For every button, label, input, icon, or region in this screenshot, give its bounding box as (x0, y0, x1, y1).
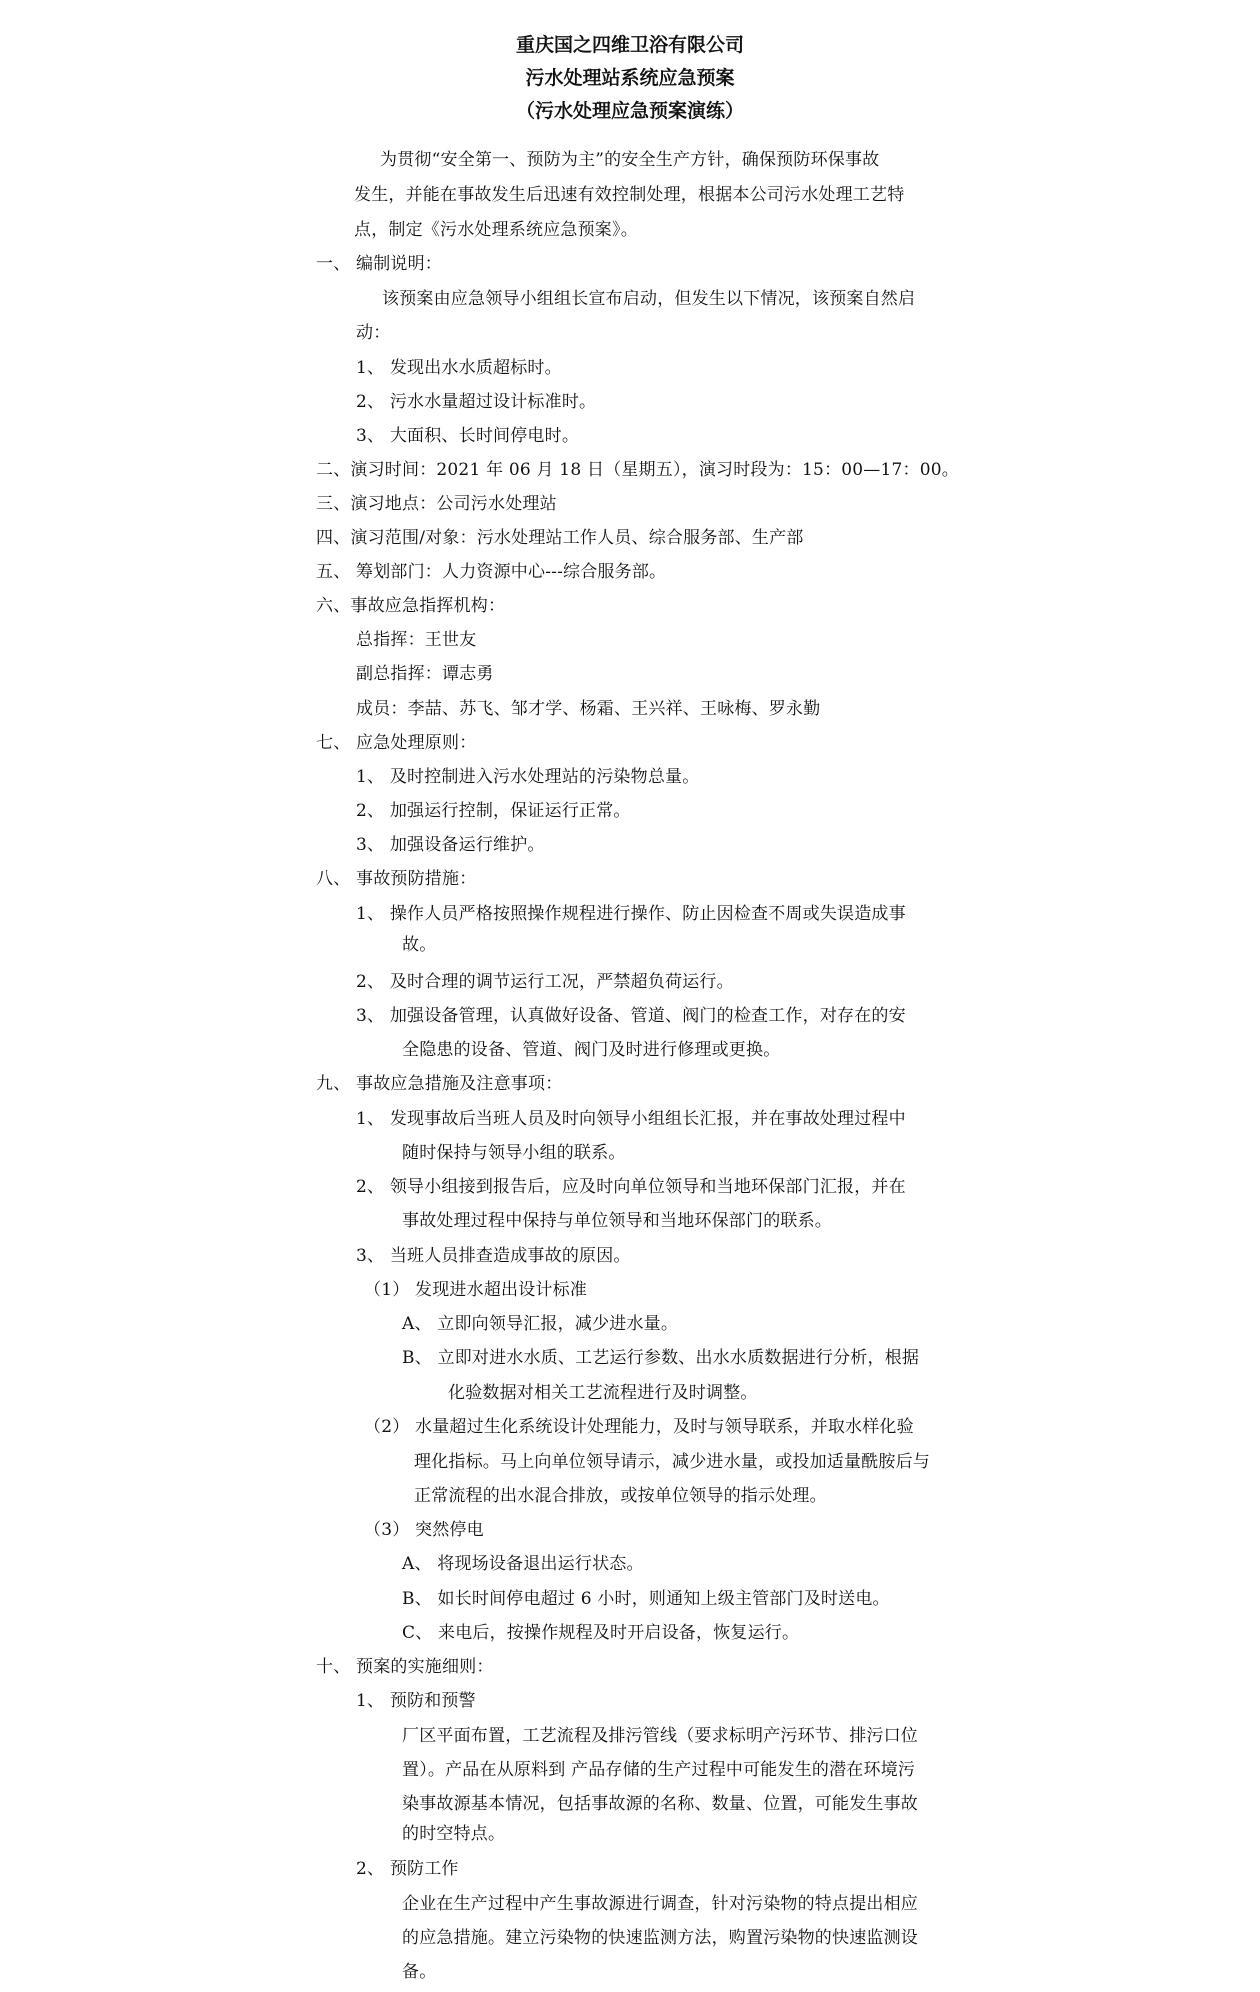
list-item: （1） 发现进水超出设计标准 (364, 1280, 588, 1300)
list-item: 3、 加强设备管理，认真做好设备、管道、阀门的检查工作，对存在的安 (356, 1006, 906, 1026)
list-item: A、 将现场设备退出运行状态。 (402, 1554, 644, 1574)
list-item: 2、 及时合理的调节运行工况，严禁超负荷运行。 (356, 972, 734, 992)
plan-title: 污水处理站系统应急预案 (525, 67, 735, 89)
list-item: 3、 大面积、长时间停电时。 (356, 426, 580, 446)
plan-subtitle: （污水处理应急预案演练） (515, 100, 744, 122)
list-item: C、 来电后，按操作规程及时开启设备，恢复运行。 (402, 1623, 800, 1643)
list-item: 1、 预防和预警 (356, 1691, 476, 1711)
list-item: 理化指标。马上向单位领导请示，减少进水量，或投加适量酰胺后与 (414, 1452, 930, 1472)
paragraph-line: 企业在生产过程中产生事故源进行调查，针对污染物的特点提出相应 (402, 1894, 918, 1914)
paragraph-line: 的时空特点。 (402, 1824, 506, 1844)
section-heading: 五、 筹划部门：人力资源中心---综合服务部。 (316, 562, 667, 582)
list-item: （2） 水量超过生化系统设计处理能力，及时与领导联系，并取水样化验 (364, 1417, 914, 1437)
paragraph-line: 的应急措施。建立污染物的快速监测方法，购置污染物的快速监测设 (402, 1928, 918, 1948)
intro-line: 为贯彻“安全第一、预防为主”的安全生产方针，确保预防环保事故 (380, 150, 880, 170)
list-item: 2、 领导小组接到报告后，应及时向单位领导和当地环保部门汇报，并在 (356, 1177, 906, 1197)
list-item: 1、 发现事故后当班人员及时向领导小组组长汇报，并在事故处理过程中 (356, 1109, 906, 1129)
paragraph-line: 动： (356, 323, 391, 343)
list-item: B、 如长时间停电超过 6 小时，则通知上级主管部门及时送电。 (402, 1589, 890, 1609)
paragraph-line: 厂区平面布置，工艺流程及排污管线（要求标明产污环节、排污口位 (402, 1726, 918, 1746)
list-item: 正常流程的出水混合排放，或按单位领导的指示处理。 (414, 1486, 827, 1506)
section-heading: 一、 编制说明： (316, 254, 443, 274)
company-title: 重庆国之四维卫浴有限公司 (515, 34, 744, 56)
section-heading: 七、 应急处理原则： (316, 733, 477, 753)
list-item: 1、 操作人员严格按照操作规程进行操作、防止因检查不周或失误造成事 (356, 904, 906, 924)
section-heading: 三、演习地点：公司污水处理站 (316, 494, 557, 514)
paragraph-line: 该预案由应急领导小组组长宣布启动，但发生以下情况，该预案自然启 (382, 289, 916, 309)
paragraph-line: 染事故源基本情况，包括事故源的名称、数量、位置，可能发生事故 (402, 1794, 918, 1814)
list-item: 3、 加强设备运行维护。 (356, 835, 545, 855)
list-item: 2、 加强运行控制，保证运行正常。 (356, 801, 631, 821)
list-item: 总指挥：王世友 (356, 630, 477, 650)
section-heading: 九、 事故应急措施及注意事项： (316, 1074, 563, 1094)
list-item: 副总指挥：谭志勇 (356, 664, 494, 684)
paragraph-line: 备。 (402, 1962, 437, 1982)
list-item: 1、 及时控制进入污水处理站的污染物总量。 (356, 767, 700, 787)
intro-line: 发生，并能在事故发生后迅速有效控制处理，根据本公司污水处理工艺特 (354, 185, 905, 205)
list-item: 2、 预防工作 (356, 1859, 459, 1879)
section-heading: 十、 预案的实施细则： (316, 1657, 494, 1677)
list-item: 成员：李喆、苏飞、邹才学、杨霜、王兴祥、王咏梅、罗永勤 (356, 699, 821, 719)
list-item: 1、 发现出水水质超标时。 (356, 358, 562, 378)
intro-line: 点，制定《污水处理系统应急预案》。 (354, 220, 638, 240)
section-heading: 八、 事故预防措施： (316, 869, 477, 889)
section-heading: 四、演习范围/对象：污水处理站工作人员、综合服务部、生产部 (316, 528, 804, 548)
list-item: A、 立即向领导汇报，减少进水量。 (402, 1314, 679, 1334)
paragraph-line: 置）。产品在从原料到 产品存储的生产过程中可能发生的潜在环境污 (402, 1760, 916, 1780)
list-item: 化验数据对相关工艺流程进行及时调整。 (448, 1383, 758, 1403)
list-item: （3） 突然停电 (364, 1520, 484, 1540)
section-heading: 二、演习时间：2021 年 06 月 18 日（星期五），演习时段为：15：00—17：00。 (316, 460, 959, 480)
list-item: 事故处理过程中保持与单位领导和当地环保部门的联系。 (402, 1211, 832, 1231)
list-item: 2、 污水水量超过设计标准时。 (356, 392, 597, 412)
list-item: 3、 当班人员排查造成事故的原因。 (356, 1246, 631, 1266)
list-item: 随时保持与领导小组的联系。 (402, 1143, 626, 1163)
list-item: 故。 (402, 935, 437, 955)
list-item: B、 立即对进水水质、工艺运行参数、出水水质数据进行分析，根据 (402, 1348, 920, 1368)
section-heading: 六、事故应急指挥机构： (316, 596, 506, 616)
list-item: 全隐患的设备、管道、阀门及时进行修理或更换。 (402, 1040, 781, 1060)
